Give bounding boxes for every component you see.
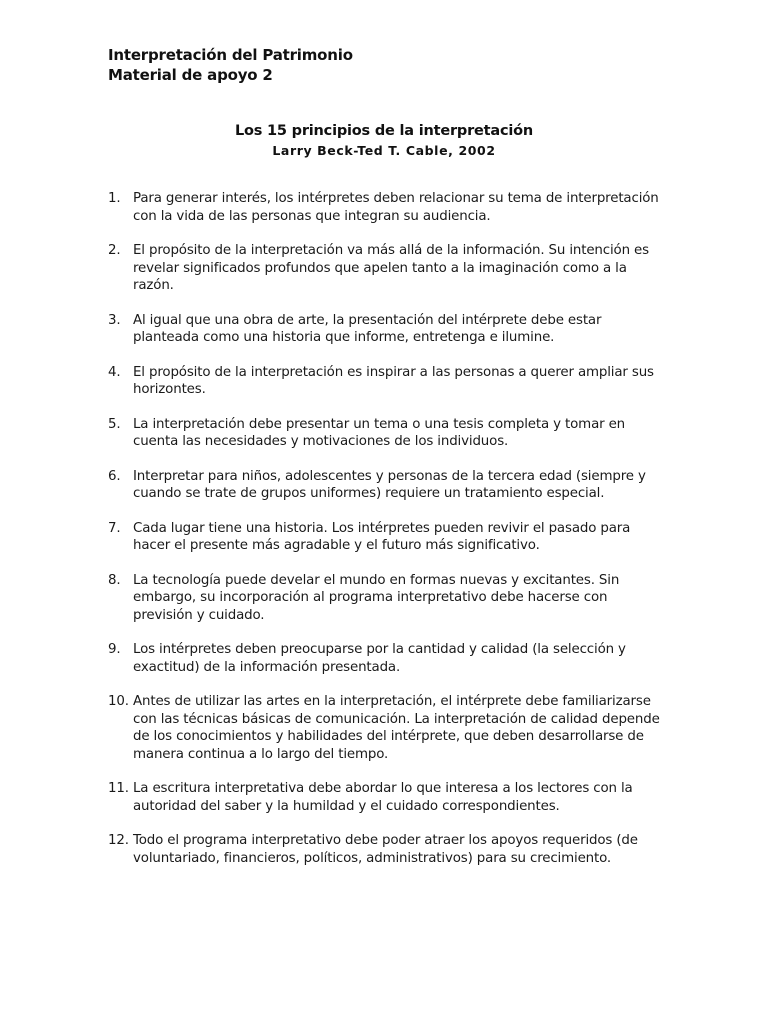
- principle-item: [108, 242, 668, 295]
- document-authors: Larry Beck-Ted T. Cable, 2002: [272, 143, 496, 158]
- principle-item: [108, 520, 668, 555]
- principle-number: 3.: [108, 312, 121, 328]
- principle-number: 6.: [108, 468, 121, 484]
- principle-text: Antes de utilizar las artes en la interpretación, el intérprete debe familiarizarse con las técnicas básicas de comunicación. La interpretación de calidad depende de los conocimientos y habilidades del intérprete, que deben desarrollarse de manera continua a lo largo del tiempo.: [133, 694, 660, 762]
- principle-item: [108, 780, 668, 815]
- principle-item: [108, 468, 668, 503]
- principles-list: [108, 190, 668, 884]
- principle-text: Todo el programa interpretativo debe poder atraer los apoyos requeridos (de voluntariado, financieros, políticos, administrativos) para su crecimiento.: [133, 833, 638, 866]
- principle-item: [108, 364, 668, 399]
- principle-number: 9.: [108, 642, 121, 657]
- principle-text: La escritura interpretativa debe abordar lo que interesa a los lectores con la autoridad del saber y la humildad y el cuidado correspondientes.: [133, 781, 633, 814]
- document-title: Los 15 principios de la interpretación: [234, 123, 534, 139]
- principle-number: 5.: [108, 416, 121, 432]
- principle-item: [108, 416, 668, 451]
- principle-text: Cada lugar tiene una historia. Los intérpretes pueden revivir el pasado para hacer el presente más agradable y el futuro más significativo.: [133, 520, 631, 553]
- principle-number: 2.: [108, 243, 121, 258]
- header-material-label: Material de apoyo 2: [108, 66, 273, 84]
- document-header: [108, 45, 353, 85]
- principle-item: [108, 572, 668, 625]
- principle-number: 8.: [108, 572, 121, 588]
- principle-text: Al igual que una obra de arte, la presentación del intérprete debe estar planteada como una historia que informe, entretenga e ilumine.: [133, 312, 602, 345]
- principle-item: [108, 190, 668, 225]
- principle-item: [108, 832, 668, 867]
- principle-text: El propósito de la interpretación va más allá de la información. Su intención es revelar significados profundos que apelen tanto a la imaginación como a la razón.: [133, 243, 649, 293]
- principle-number: 12.: [108, 833, 129, 848]
- principle-number: 4.: [108, 364, 121, 380]
- principle-text: Interpretar para niños, adolescentes y personas de la tercera edad (siempre y cuando se trate de grupos uniformes) requiere un tratamiento especial.: [133, 468, 646, 501]
- principle-number: 1.: [108, 191, 121, 206]
- principle-number: 11.: [108, 781, 129, 796]
- principle-number: 7.: [108, 520, 121, 536]
- principle-item: [108, 641, 668, 676]
- principle-text: La interpretación debe presentar un tema o una tesis completa y tomar en cuenta las necesidades y motivaciones de los individuos.: [133, 416, 626, 449]
- principle-item: [108, 693, 668, 763]
- principle-number: 10.: [108, 694, 129, 709]
- principle-item: [108, 312, 668, 347]
- principle-text: Los intérpretes deben preocuparse por la cantidad y calidad (la selección y exactitud) de la información presentada.: [133, 642, 626, 675]
- principle-text: La tecnología puede develar el mundo en formas nuevas y excitantes. Sin embargo, su incorporación al programa interpretativo debe hacerse con previsión y cuidado.: [133, 572, 620, 623]
- header-course-title: Interpretación del Patrimonio: [108, 46, 353, 64]
- principle-text: El propósito de la interpretación es inspirar a las personas a querer ampliar sus horizontes.: [133, 364, 654, 397]
- principle-text: Para generar interés, los intérpretes deben relacionar su tema de interpretación con la vida de las personas que integran su audiencia.: [133, 191, 659, 224]
